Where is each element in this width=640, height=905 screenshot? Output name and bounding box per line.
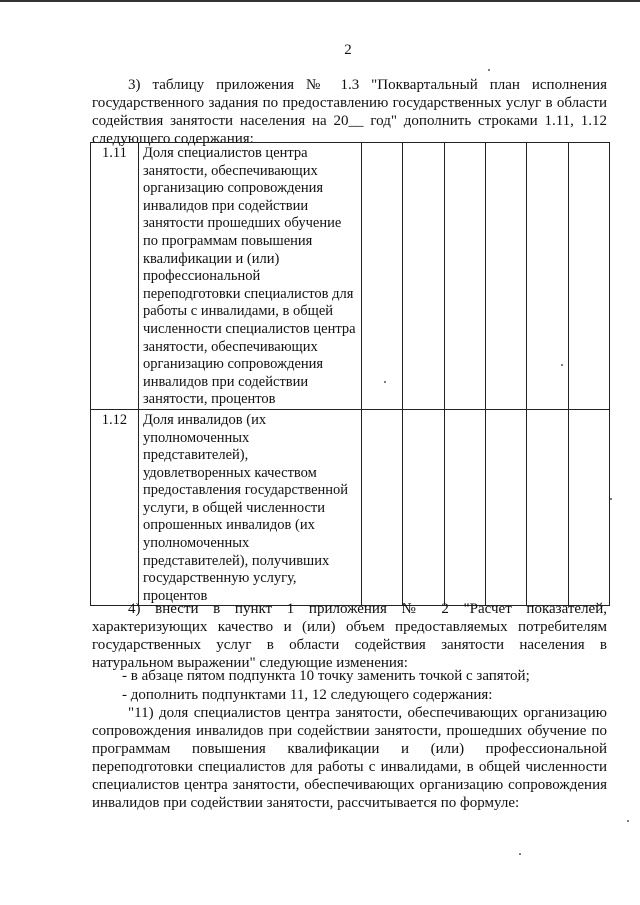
row-number: 1.12: [91, 409, 139, 606]
scan-speck: [627, 820, 629, 822]
scan-speck: [488, 69, 490, 71]
empty-cell: [568, 409, 609, 606]
row-description: Доля инвалидов (их уполномоченных представителей), удовлетворенных качеством предоставления государственной услуги, в общей численности опрошенных инвалидов (их уполномоченных представителей), получивших государственную услугу, процентов: [138, 409, 361, 606]
change-item: - в абзаце пятом подпункта 10 точку заменить точкой с запятой;: [122, 668, 530, 684]
empty-cell: [362, 143, 403, 410]
empty-cell: [568, 143, 609, 410]
row-number: 1.11: [91, 143, 139, 410]
scan-top-edge: [0, 0, 640, 2]
page-number: 2: [344, 42, 352, 58]
empty-cell: [486, 409, 527, 606]
plan-table: [90, 142, 610, 606]
item4-paragraph: [92, 600, 607, 672]
scan-speck: [384, 381, 386, 383]
subitem11-paragraph: [92, 704, 607, 812]
intro-text: 3) таблицу приложения № 1.3 "Поквартальный план исполнения государственного задания по предоставлению государственных услуг в области содействия занятости населения на 20__ год" дополнить строками 1.11, 1.12 следующего содержания:: [92, 77, 607, 147]
empty-cell: [403, 143, 444, 410]
item4-text: 4) внести в пункт 1 приложения № 2 "Расчет показателей, характеризующих качество и (или) объем предоставляемых потребителям государственных услуг в области содействия занятости населения в натуральном выражении" следующие изменения:: [92, 601, 607, 671]
empty-cell: [362, 409, 403, 606]
table-row: [91, 143, 610, 410]
table-row: [91, 409, 610, 606]
empty-cell: [444, 409, 485, 606]
scan-speck: [561, 364, 563, 366]
intro-paragraph: [92, 76, 607, 148]
subitem11-text: "11) доля специалистов центра занятости, обеспечивающих организацию сопровождения инвалидов при содействии занятости, прошедших обучение по программам повышения квалификации и (или) профессиональной переподготовки специалистов для работы с инвалидами, в общей численности специалистов центра занятости, обеспечивающих организацию сопровождения инвалидов при содействии занятости, рассчитывается по формуле:: [92, 705, 607, 811]
row-description: Доля специалистов центра занятости, обеспечивающих организацию сопровождения инвалидов при содействии занятости прошедших обучение по программам повышения квалификации и (или) профессиональной переподготовки специалистов для работы с инвалидами, в общей численности специалистов центра занятости, обеспечивающих организацию сопровождения инвалидов при содействии занятости, процентов: [138, 143, 361, 410]
empty-cell: [403, 409, 444, 606]
empty-cell: [527, 409, 568, 606]
empty-cell: [486, 143, 527, 410]
empty-cell: [527, 143, 568, 410]
empty-cell: [444, 143, 485, 410]
change-item: - дополнить подпунктами 11, 12 следующего содержания:: [122, 687, 493, 703]
scan-speck: [519, 853, 521, 855]
scan-speck: [610, 498, 612, 500]
